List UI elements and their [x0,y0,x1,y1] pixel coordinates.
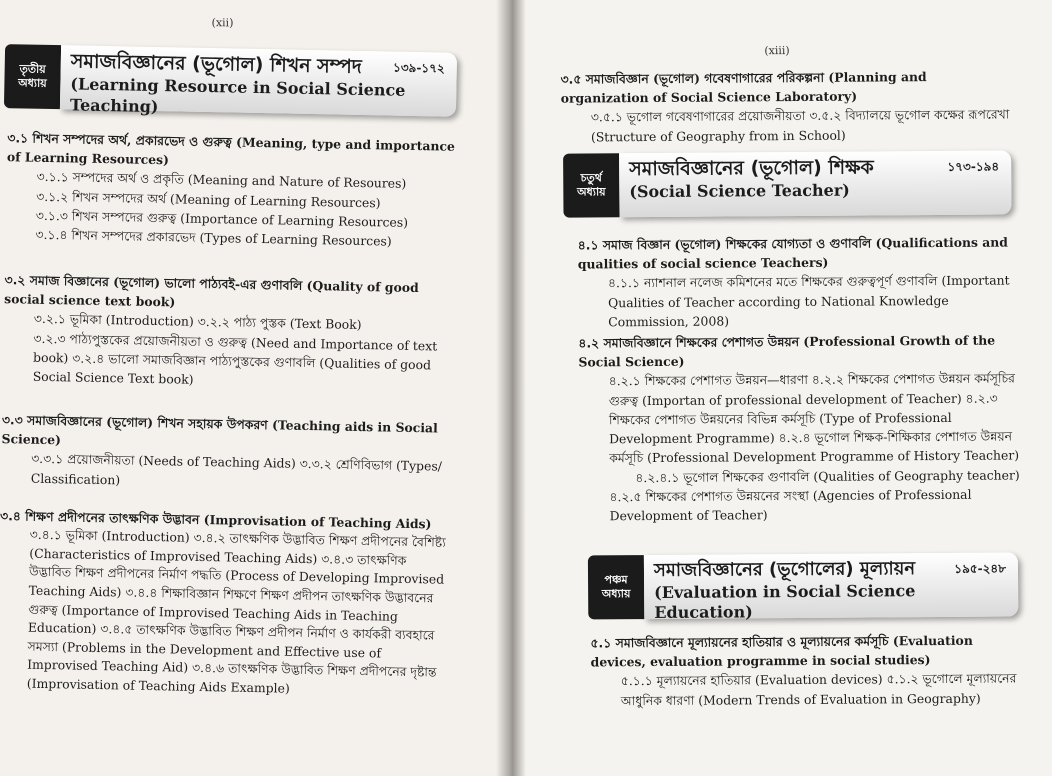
chapter-4-header [563,150,1011,217]
chapter-4-title-box [619,150,1011,217]
section-number: ৫.১ [590,635,612,651]
section-number: ৩.৪ [0,508,22,524]
chapter-4-title-bn: সমাজবিজ্ঞানের (ভূগোল) শিক্ষক [629,156,874,181]
section-heading [560,66,1010,108]
list-item: ৫.১.১ মূল্যায়নের হাতিয়ার (Evaluation devices) ৫.১.২ ভূগোলে মূল্যায়নের আধুনিক ধারণা (Modern Trends of Evaluation in Geography) [620,670,1017,708]
section-heading [578,232,1020,274]
section-title: শিখন সম্পদের অর্থ, প্রকারভেদ ও গুরুত্ব (Meaning, type and importance of Learning Resources) [6,130,456,168]
section-3-4 [0,506,452,701]
list-item: ৩.৪.১ ভূমিকা (Introduction) ৩.৪.২ তাৎক্ষণিক উদ্ভাবিত শিক্ষণ প্রদীপনের বৈশিষ্ট্য (Characteristics of Improvised Teaching Aids) ৩.৪.৩ তাৎক্ষণিক উদ্ভাবিত শিক্ষণ প্রদীপনের নির্মাণ পদ্ধতি (Process of Developing Improvised Teaching Aids) ৩.৪.৪ শিক্ষাবিজ্ঞান শিক্ষণে শিক্ষণ প্রদীপন তাৎক্ষণিক উদ্ভাবনের গুরুত্ব (Importance of Improvised Teaching Aids in Teaching Education) ৩.৪.৫ তাৎক্ষণিক উদ্ভাবিত শিক্ষণ প্রদীপন নির্মাণ ও কার্যকরী ব্যবহারে সমস্যা (Problems in the Development and Effective use of Improvised Teaching Aid) ৩.৪.৬ তাৎক্ষণিক উদ্ভাবিত শিক্ষণ প্রদীপনের দৃষ্টান্ত (Improvisation of Teaching Aids Example) [26,526,446,696]
section-3-2 [3,270,457,394]
list-item: ৩.১.৩ শিখন সম্পদের গুরুত্ব (Importance of Learning Resources) [35,207,409,230]
section-number: ৪.১ [577,237,599,253]
chapter-3-header [4,44,457,117]
chapter-3-title-en: (Learning Resource in Social Science Teaching) [69,74,406,116]
page-number-right: (xiii) [764,44,790,58]
chapter-3-tag [4,44,61,109]
chapter-5-header [588,552,1018,623]
section-title: সমাজবিজ্ঞান (ভূগোল) গবেষণাগারের পরিকল্পনা (Planning and organization of Social Science Laboratory) [560,69,927,106]
chapter-tag-line2: অধ্যায় [18,76,47,90]
list-item: ৩.১.৪ শিখন সম্পদের প্রকারভেদ (Types of Learning Resources) [35,226,392,249]
chapter-5-title-box [644,552,1018,623]
section-title: সমাজবিজ্ঞানের (ভূগোল) শিখন সহায়ক উপকরণ (Teaching aids in Social Science) [1,412,438,448]
chapter-3-title-bn: সমাজবিজ্ঞানের (ভূগোল) শিখন সম্পদ [70,50,362,78]
section-number: ৩.১ [7,130,29,146]
list-item: ৩.১.২ শিখন সম্পদের অর্থ (Meaning of Learning Resources) [36,188,381,210]
chapter-3-title-box [60,45,457,117]
section-title: সমাজবিজ্ঞানে শিক্ষকের পেশাগত উন্নয়ন (Professional Growth of the Social Science) [578,332,996,370]
section-number: ৩.৫ [560,71,582,87]
chapter-4-tag [563,153,619,217]
section-title: সমাজ বিজ্ঞান (ভূগোল) শিক্ষকের যোগ্যতা ও গুণাবলি (Qualifications and qualities of social science Teachers) [577,234,1008,272]
chapter-tag-line2: অধ্যায় [577,185,606,199]
list-item: ৩.২.১ ভূমিকা (Introduction) ৩.২.২ পাঠ্য পুস্তক (Text Book) [33,311,362,333]
section-5-1 [590,630,1027,710]
section-3-3 [1,410,454,496]
section-heading [590,630,1026,671]
chapter-3-page-range: ১৩৯-১৭২ [392,60,445,76]
section-3-5 [560,66,1011,146]
right-page [508,0,1052,776]
section-title: শিক্ষণ প্রদীপনের তাৎক্ষণিক উদ্ভাবন (Improvisation of Teaching Aids) [25,508,432,532]
chapter-4-title-en: (Social Science Teacher) [629,180,850,201]
left-page [0,0,520,776]
book-gutter [496,0,526,776]
section-heading [578,330,1020,372]
chapter-tag-line1: পঞ্চম [604,572,628,587]
section-title: সমাজ বিজ্ঞানের (ভূগোল) ভালো পাঠ্যবই-এর গুণাবলি (Quality of good social science text book) [4,272,419,310]
chapter-5-title-en: (Evaluation in Social Science Education) [654,580,916,623]
chapter-5-tag [588,555,644,619]
chapter-tag-line1: তৃতীয় [19,62,46,76]
list-item: ৩.১.১ সম্পদের অর্থ ও প্রকৃতি (Meaning and Nature of Resoures) [36,169,407,192]
chapter-4-page-range: ১৭৩-১৯৪ [947,159,1000,174]
list-item: ৪.২.১ শিক্ষকের পেশাগত উন্নয়ন—ধারণা ৪.২.২ শিক্ষকের পেশাগত উন্নয়ন কর্মসূচির গুরুত্ব (Importan of professional development of Teacher) ৪.২.৩ শিক্ষকের পেশাগত উন্নয়নের বিভিন্ন কর্মসূচি (Type of Professional Development Programme) ৪.২.৪ ভূগোল শিক্ষক-শিক্ষিকার পেশাগত উন্নয়ন কর্মসূচি (Professional Development Programme of History Teacher) [608,370,1020,466]
section-number: ৩.৩ [1,412,23,428]
list-item: ৩.৫.১ ভূগোল গবেষণাগারের প্রয়োজনীয়তা ৩.৫.২ বিদ্যালয়ে ভূগোল কক্ষের রূপরেখা (Structure of Geography from in School) [590,106,1010,145]
chapter-tag-line1: চতুর্থ [580,171,602,185]
section-number: ৩.২ [4,272,26,288]
chapter-5-page-range: ১৯৫-২৪৮ [954,561,1007,576]
section-4-2 [578,330,1021,525]
section-4-1 [578,232,1021,331]
section-number: ৪.২ [578,335,600,351]
list-item: ৪.২.৫ শিক্ষকের পেশাগত উন্নয়নের সংস্থা (Agencies of Professional Development of Teacher) [609,486,972,524]
chapter-5-title-bn: সমাজবিজ্ঞানের (ভূগোলের) মূল্যায়ন [653,558,916,581]
list-item: ৩.২.৩ পাঠ্যপুস্তকের প্রয়োজনীয়তা ও গুরুত্ব (Need and Importance of text book) ৩.২.৪ ভালো সমাজবিজ্ঞান পাঠ্যপুস্তকের গুণাবলি (Qualities of good Social Science Text book) [32,330,438,387]
list-item: ৪.১.১ ন্যাশনাল নলেজ কমিশনের মতে শিক্ষকের গুরুত্বপূর্ণ গুণাবলি (Important Qualities of Teacher according to National Knowledge Commission, 2008) [607,272,1010,330]
list-item: ৩.৩.১ প্রয়োজনীয়তা (Needs of Teaching Aids) ৩.৩.২ শ্রেণিবিভাগ (Types/ Classification) [30,451,443,488]
page-number-left: (xii) [211,16,234,30]
section-title: সমাজবিজ্ঞানে মূল্যায়নের হাতিয়ার ও মূল্যায়নের কর্মসূচি (Evaluation devices, evaluation programme in social studies) [590,632,973,670]
section-3-1 [5,128,459,252]
chapter-tag-line2: অধ্যায় [601,587,631,601]
list-item: ৪.২.৪.১ ভূগোল শিক্ষকের গুণাবলি (Qualities of Geography teacher) [635,466,1020,485]
